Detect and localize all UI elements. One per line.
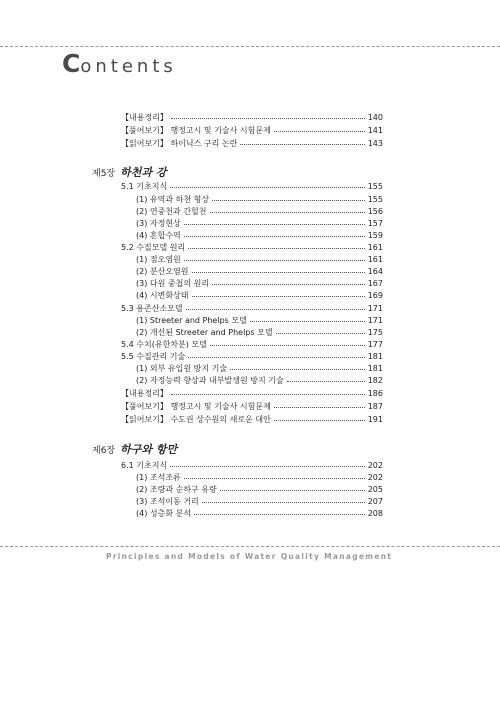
toc-entry: 6.1 기초지식 202 xyxy=(121,460,383,470)
toc-entry: 【내용정리】 140 xyxy=(121,112,383,122)
toc-entry: (2) 분산오염원 164 xyxy=(136,266,383,276)
toc-entry: (2) 자정능력 향상과 내부발생원 방지 기술 182 xyxy=(136,375,383,385)
chapter-heading xyxy=(92,164,166,180)
toc-entry: (3) 자정현상 157 xyxy=(136,218,383,228)
toc-entry: 5.1 기초지식 155 xyxy=(121,181,383,191)
toc-entry: 5.4 수치(유한차분) 모델 177 xyxy=(121,339,383,349)
page-title xyxy=(62,49,177,78)
footer-text: Principles and Models of Water Quality Management xyxy=(106,552,393,561)
toc-entry: (3) 다원 중첩의 원리 167 xyxy=(136,278,383,288)
toc-entry: (1) 점오염원 161 xyxy=(136,254,383,264)
chapter-number: 제5장 xyxy=(92,169,116,179)
title-rest: ontents xyxy=(80,56,177,77)
toc-entry: 5.2 수질모델 원리 161 xyxy=(121,242,383,252)
toc-entry: (1) Streeter and Phelps 모델 171 xyxy=(136,315,383,325)
chapter-title: 하구와 항만 xyxy=(120,443,178,456)
toc-entry: (1) 외부 유입원 방지 기술 181 xyxy=(136,363,383,373)
toc-entry: (1) 조석조류 202 xyxy=(136,472,383,482)
toc-entry: (2) 개선된 Streeter and Phelps 모델 175 xyxy=(136,327,383,337)
chapter-number: 제6장 xyxy=(92,446,116,456)
toc-entry: 【읽어보기】 하이닉스 구리 논란 143 xyxy=(121,138,383,148)
toc-entry: 【풀어보기】 행정고시 및 기술사 시험문제 141 xyxy=(121,125,383,135)
chapter-heading xyxy=(92,441,177,457)
toc-entry: (3) 조석이동 거리 207 xyxy=(136,496,383,506)
chapter-title: 하천과 강 xyxy=(120,166,167,179)
toc-entry: 5.3 용존산소모델 171 xyxy=(121,303,383,313)
toc-entry: 【읽어보기】 수도권 상수원의 새로운 대안 191 xyxy=(121,414,383,424)
toc-entry: (4) 시변화상태 169 xyxy=(136,290,383,300)
toc-entry: 【풀어보기】 행정고시 및 기술사 시험문제 187 xyxy=(121,401,383,411)
bottom-divider xyxy=(0,546,500,547)
toc-entry: (2) 연중천과 간헐천 156 xyxy=(136,206,383,216)
toc-entry: (4) 혼합수역 159 xyxy=(136,230,383,240)
toc-entry: (4) 성층화 분석 208 xyxy=(136,508,383,518)
toc-entry: 5.5 수질관리 기술 181 xyxy=(121,351,383,361)
top-divider xyxy=(0,46,500,47)
toc-entry: (1) 유역과 하천 형상 155 xyxy=(136,194,383,204)
title-initial: C xyxy=(62,49,81,78)
toc-entry: 【내용정리】 186 xyxy=(121,388,383,398)
toc-entry: (2) 조량과 순하구 유량 205 xyxy=(136,484,383,494)
